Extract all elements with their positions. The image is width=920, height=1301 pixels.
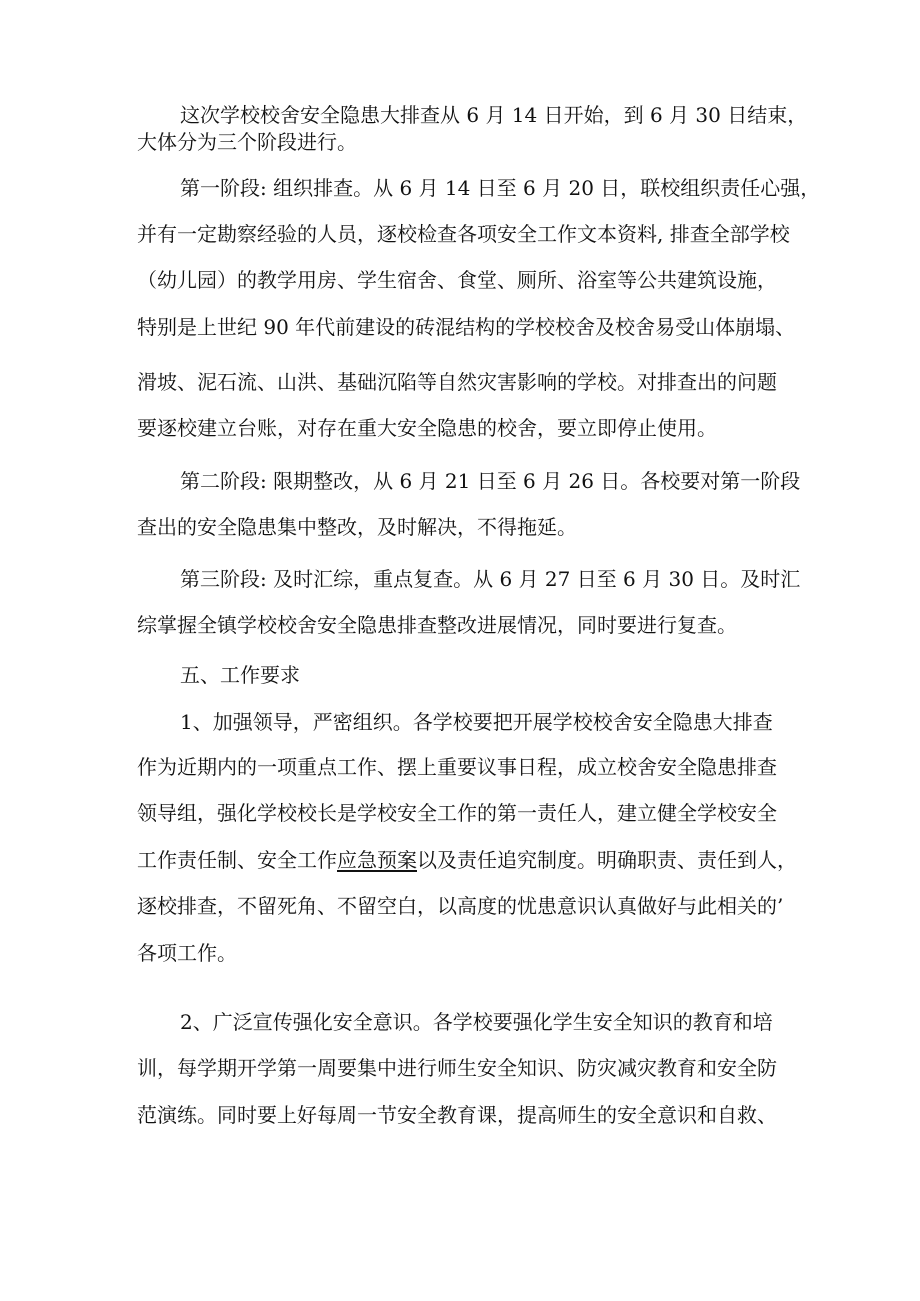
text-line: 各项工作。 — [137, 941, 237, 965]
text-line: 1、加强领导，严密组织。各学校要把开展学校校舍安全隐患大排查 — [180, 710, 773, 734]
text-line: 作为近期内的一项重点工作、摆上重要议事日程，成立校舍安全隐患排查 — [137, 755, 777, 779]
section-heading-text: 五、工作要求 — [180, 663, 300, 687]
text-line: 大体分为三个阶段进行。 — [137, 130, 357, 154]
text-line: 特别是上世纪 90 年代前建设的砖混结构的学校校舍及校舍易受山体崩塌、 — [137, 315, 796, 339]
text-line: 查出的安全隐患集中整改，及时解决，不得拖延。 — [137, 515, 577, 539]
paragraph-phase-one — [137, 176, 821, 446]
text-line: 逐校排查，不留死角、不留空白，以高度的忧患意识认真做好与此相关的’ — [137, 894, 784, 918]
text-line: 训，每学期开学第一周要集中进行师生安全知识、防灾减灾教育和安全防 — [137, 1056, 777, 1080]
text-line: （幼儿园）的教学用房、学生宿舍、食堂、厕所、浴室等公共建筑设施， — [137, 268, 777, 292]
section-heading-work-requirements — [137, 663, 802, 687]
text-line: 综掌握全镇学校校舍安全隐患排查整改进展情况，同时要进行复查。 — [137, 613, 737, 637]
text-line: 并有一定勘察经验的人员，逐校检查各项安全工作文本资料, 排查全部学校 — [137, 222, 790, 246]
text-line: 范演练。同时要上好每周一节安全教育课，提高师生的安全意识和自救、 — [137, 1103, 777, 1127]
text-line: 第一阶段: 组织排查。从 6 月 14 日至 6 月 20 日，联校组织责任心强， — [180, 176, 821, 200]
text-line: 2、广泛宣传强化安全意识。各学校要强化学生安全知识的教育和培 — [180, 1010, 773, 1034]
text-line: 领导组，强化学校校长是学校安全工作的第一责任人，建立健全学校安全 — [137, 801, 777, 825]
paragraph-requirement-one — [137, 710, 802, 980]
paragraph-phase-two — [137, 469, 802, 541]
paragraph-phase-three — [137, 567, 802, 639]
paragraph-schedule-intro — [137, 103, 808, 175]
text-line: 滑坡、泥石流、山洪、基础沉陷等自然灾害影响的学校。对排查出的问题 — [137, 370, 777, 394]
text-line: 要逐校建立台账，对存在重大安全隐患的校舍，要立即停止使用。 — [137, 416, 717, 440]
text-segment: 以及责任追究制度。明确职责、责任到人， — [417, 848, 797, 872]
emergency-plan-link[interactable]: 应急预案 — [337, 848, 417, 872]
text-line: 第二阶段: 限期整改，从 6 月 21 日至 6 月 26 日。各校要对第一阶段 — [180, 469, 801, 493]
paragraph-requirement-two — [137, 1010, 802, 1140]
text-segment: 工作责任制、安全工作 — [137, 848, 337, 872]
text-line-with-link — [137, 848, 797, 872]
text-line: 第三阶段: 及时汇综，重点复查。从 6 月 27 日至 6 月 30 日。及时汇 — [180, 567, 801, 591]
text-line: 这次学校校舍安全隐患大排查从 6 月 14 日开始，到 6 月 30 日结束， — [180, 103, 808, 127]
